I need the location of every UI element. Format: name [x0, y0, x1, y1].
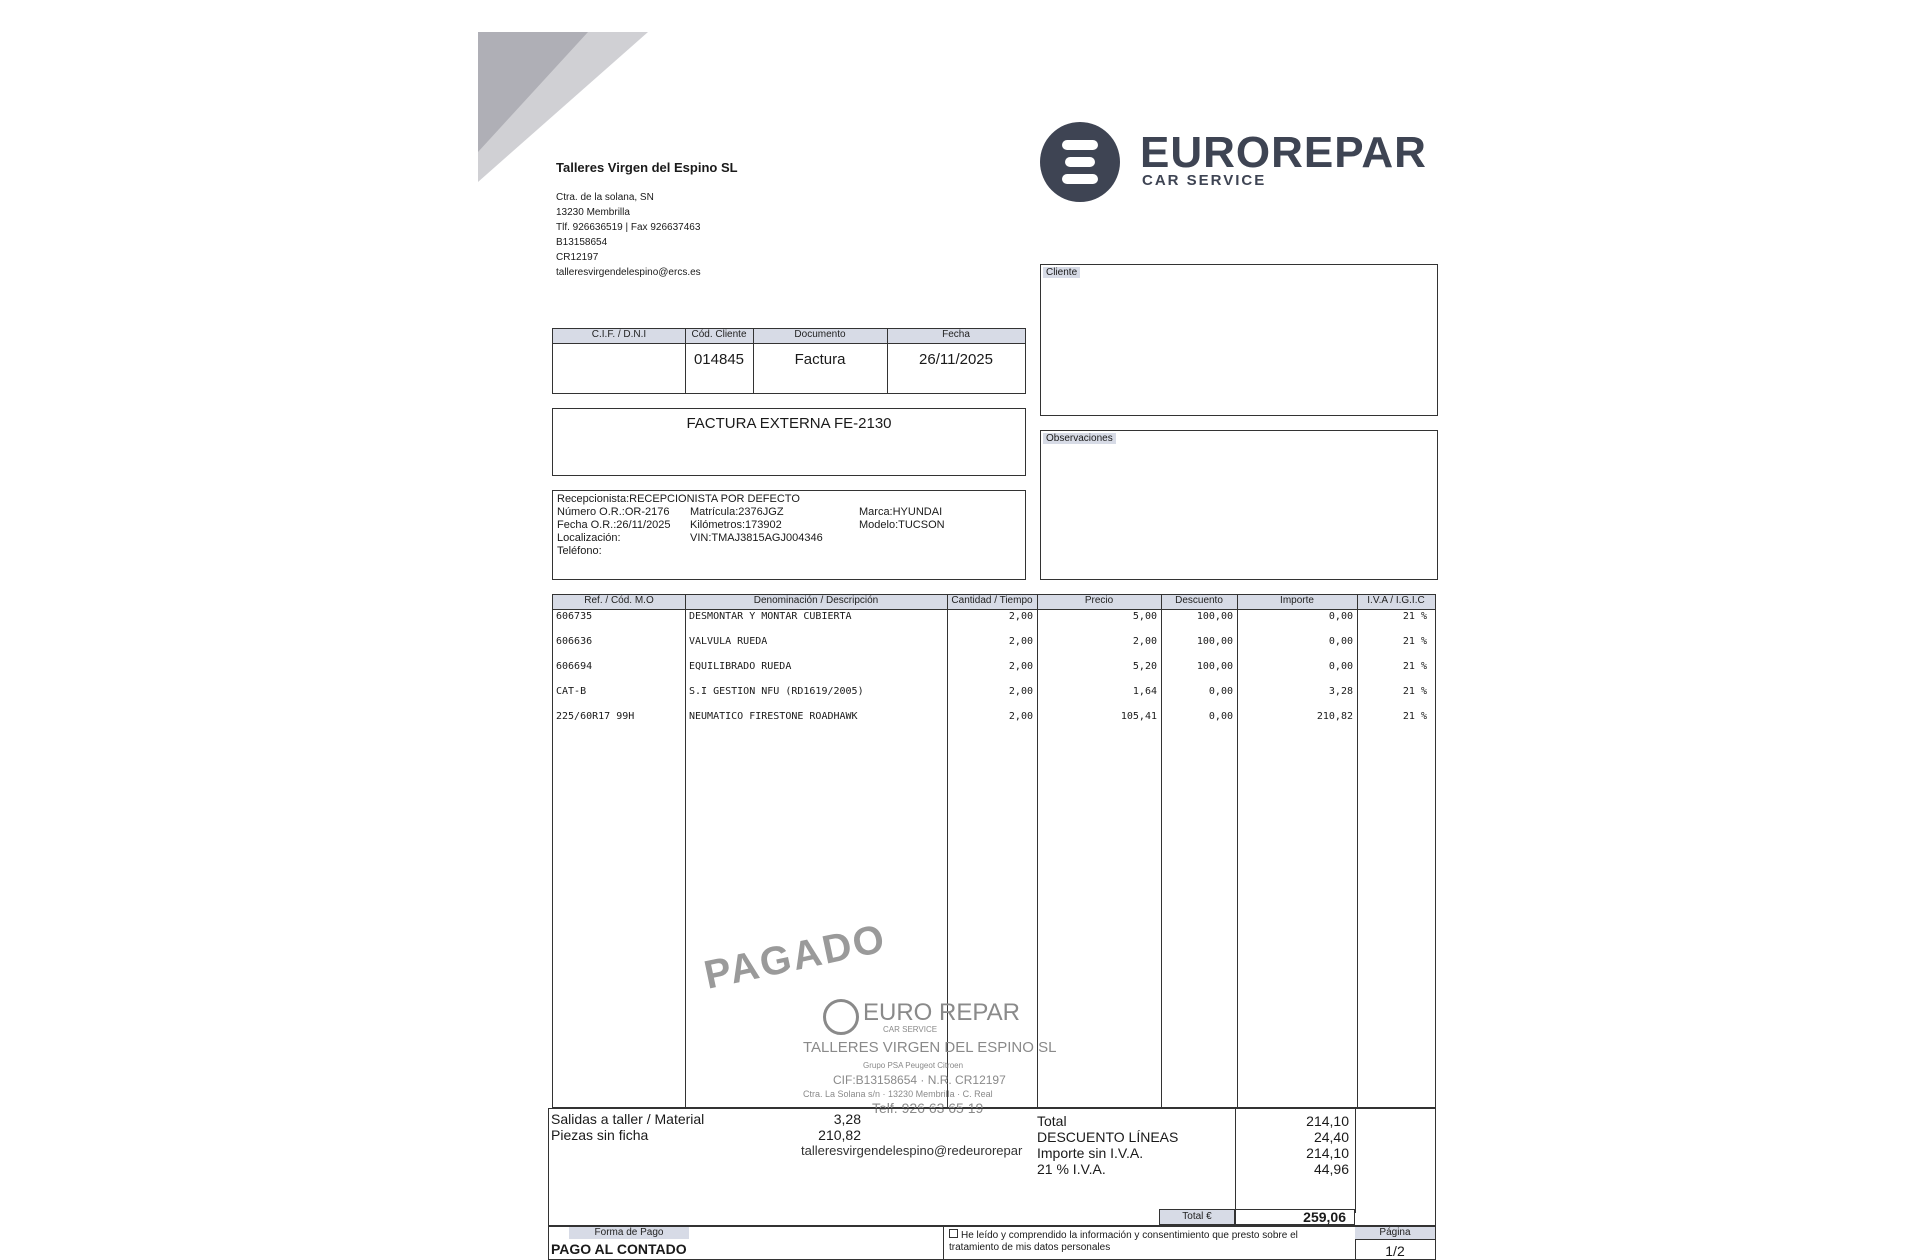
consent-text: He leído y comprendido la información y consentimiento que presto sobre el tratamiento de mis datos personales — [949, 1230, 1298, 1253]
totals-value-net: 214,10 — [1306, 1145, 1349, 1161]
paper-fold-dark — [478, 32, 588, 152]
line-amount: 0,00 — [1328, 611, 1353, 622]
line-quantity: 2,00 — [1008, 711, 1033, 722]
line-discount: 100,00 — [1196, 661, 1233, 672]
line-ref: 606694 — [556, 661, 593, 672]
col-price: Precio — [1084, 595, 1114, 606]
line-discount: 0,00 — [1208, 711, 1233, 722]
stamp-ids: CIF:B13158654 · N.R. CR12197 — [833, 1073, 1006, 1087]
line-ref: CAT-B — [556, 686, 587, 697]
company-phone: Tlf. 926636519 | Fax 926637463 — [556, 222, 701, 233]
company-name: Talleres Virgen del Espino SL — [556, 160, 738, 175]
line-amount: 3,28 — [1328, 686, 1353, 697]
line-price: 5,20 — [1132, 661, 1157, 672]
totals-label-net: Importe sin I.V.A. — [1037, 1145, 1144, 1161]
table-row — [553, 611, 1435, 627]
stamp-email: talleresvirgendelespino@redeurorepar — [801, 1143, 1023, 1158]
totals-value-vat: 44,96 — [1313, 1161, 1349, 1177]
line-discount: 100,00 — [1196, 636, 1233, 647]
client-label: Cliente — [1043, 267, 1080, 278]
company-email: talleresvirgendelespino@ercs.es — [556, 267, 701, 278]
line-description: NEUMATICO FIRESTONE ROADHAWK — [689, 711, 858, 722]
line-price: 5,00 — [1132, 611, 1157, 622]
line-ref: 606636 — [556, 636, 593, 647]
company-reg: CR12197 — [556, 252, 599, 263]
observations-label: Observaciones — [1043, 433, 1116, 444]
make: Marca:HYUNDAI — [859, 506, 943, 518]
stamp-company: TALLERES VIRGEN DEL ESPINO SL — [803, 1039, 1057, 1056]
header-cif: C.I.F. / D.N.I — [591, 329, 647, 340]
col-vat: I.V.A / I.G.I.C — [1367, 595, 1425, 606]
invoice-title-box — [552, 408, 1026, 476]
vin: VIN:TMAJ3815AGJ004346 — [690, 532, 823, 544]
line-description: S.I GESTION NFU (RD1619/2005) — [689, 686, 864, 697]
summary-label-material: Salidas a taller / Material — [551, 1111, 705, 1127]
stamp-address: Ctra. La Solana s/n · 13230 Membrilla · C. Real — [803, 1089, 993, 1099]
line-description: VALVULA RUEDA — [689, 636, 768, 647]
line-quantity: 2,00 — [1008, 636, 1033, 647]
totals-label-total: Total — [1037, 1113, 1067, 1129]
order-info-box — [552, 490, 1026, 580]
company-city: 13230 Membrilla — [556, 207, 630, 218]
company-address: Ctra. de la solana, SN — [556, 192, 654, 203]
line-amount: 0,00 — [1328, 661, 1353, 672]
totals-value-discount: 24,40 — [1313, 1129, 1349, 1145]
col-description: Denominación / Descripción — [753, 595, 879, 606]
order-number: Número O.R.:OR-2176 — [557, 506, 670, 518]
plate: Matrícula:2376JGZ — [690, 506, 784, 518]
grand-total-label: Total € — [1159, 1209, 1235, 1225]
summary-label-parts: Piezas sin ficha — [551, 1127, 649, 1143]
grand-total-value: 259,06 — [1235, 1209, 1355, 1225]
summary-value-material: 3,28 — [833, 1111, 861, 1127]
stamp-group: Grupo PSA Peugeot Citroen — [863, 1061, 964, 1070]
header-client-code: Cód. Cliente — [691, 329, 747, 340]
summary-box — [548, 1108, 1436, 1226]
invoice-title: FACTURA EXTERNA FE-2130 — [686, 415, 892, 432]
line-discount: 100,00 — [1196, 611, 1233, 622]
consent-checkbox[interactable] — [949, 1229, 958, 1238]
model: Modelo:TUCSON — [859, 519, 945, 531]
value-document: Factura — [794, 351, 846, 368]
header-date: Fecha — [942, 329, 970, 340]
stamp-brand: EURO REPAR — [863, 999, 1020, 1026]
line-vat: 21 % — [1402, 711, 1427, 722]
company-address-block — [556, 190, 701, 280]
totals-label-vat: 21 % I.V.A. — [1037, 1161, 1106, 1177]
stamp-logo-icon — [823, 999, 859, 1035]
col-ref: Ref. / Cód. M.O — [584, 595, 654, 606]
line-amount: 0,00 — [1328, 636, 1353, 647]
location: Localización: — [557, 532, 621, 544]
line-ref: 225/60R17 99H — [556, 711, 635, 722]
line-ref: 606735 — [556, 611, 593, 622]
company-cif: B13158654 — [556, 237, 608, 248]
col-quantity: Cantidad / Tiempo — [951, 595, 1033, 606]
order-date: Fecha O.R.:26/11/2025 — [557, 519, 671, 531]
table-row — [553, 686, 1435, 702]
col-amount: Importe — [1280, 595, 1314, 606]
table-row — [553, 711, 1435, 727]
line-vat: 21 % — [1402, 686, 1427, 697]
receptionist: Recepcionista:RECEPCIONISTA POR DEFECTO — [557, 493, 800, 505]
line-quantity: 2,00 — [1008, 611, 1033, 622]
line-description: EQUILIBRADO RUEDA — [689, 661, 792, 672]
stamp-phone: Telf. 926 63 65 19 — [872, 1100, 984, 1116]
document-header-table — [552, 328, 1026, 394]
kilometers: Kilómetros:173902 — [690, 519, 782, 531]
stamp-brand-sub: CAR SERVICE — [883, 1025, 938, 1034]
table-row — [553, 636, 1435, 652]
line-discount: 0,00 — [1208, 686, 1233, 697]
brand-name: EUROREPAR — [1140, 128, 1427, 177]
observations-box — [1040, 430, 1438, 580]
value-date: 26/11/2025 — [919, 351, 993, 368]
col-discount: Descuento — [1175, 595, 1223, 606]
payment-value: PAGO AL CONTADO — [551, 1241, 687, 1257]
line-price: 2,00 — [1132, 636, 1157, 647]
line-amount: 210,82 — [1316, 711, 1353, 722]
invoice-lines-table — [552, 594, 1436, 1108]
eurorepar-logo-icon — [1040, 122, 1120, 202]
line-vat: 21 % — [1402, 611, 1427, 622]
brand-sub: CAR SERVICE — [1142, 172, 1267, 189]
client-box — [1040, 264, 1438, 416]
line-vat: 21 % — [1402, 661, 1427, 672]
payment-label: Forma de Pago — [569, 1227, 689, 1239]
line-price: 1,64 — [1132, 686, 1157, 697]
footer-box — [548, 1226, 1436, 1260]
value-client-code: 014845 — [693, 351, 745, 368]
totals-label-discount: DESCUENTO LÍNEAS — [1037, 1129, 1179, 1145]
line-price: 105,41 — [1120, 711, 1157, 722]
phone: Teléfono: — [557, 545, 602, 557]
summary-value-parts: 210,82 — [818, 1127, 861, 1143]
page-value: 1/2 — [1385, 1243, 1405, 1259]
line-quantity: 2,00 — [1008, 661, 1033, 672]
line-vat: 21 % — [1402, 636, 1427, 647]
table-row — [553, 661, 1435, 677]
line-quantity: 2,00 — [1008, 686, 1033, 697]
paid-stamp: PAGADO — [700, 916, 891, 998]
line-description: DESMONTAR Y MONTAR CUBIERTA — [689, 611, 852, 622]
header-document: Documento — [794, 329, 846, 340]
totals-value-total: 214,10 — [1306, 1113, 1349, 1129]
consent-block — [949, 1229, 1349, 1254]
page-label: Página — [1355, 1227, 1435, 1240]
